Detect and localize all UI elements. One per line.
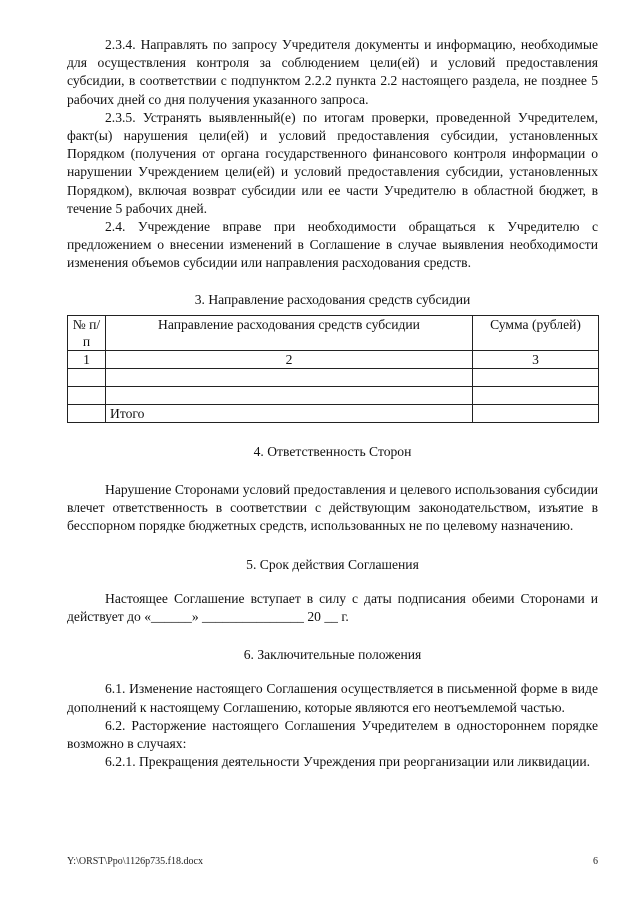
section-5-title: 5. Срок действия Соглашения <box>246 556 419 572</box>
column-number-cell: 1 <box>68 350 106 368</box>
paragraph-2-4: 2.4. Учреждение вправе при необходимости обращаться к Учредителю с предложением о внесении изменений в Соглашение в случае выявления необходимости изменения объемов субсидии или направления расходования средств. <box>67 219 598 271</box>
page-number: 6 <box>593 856 598 867</box>
column-number-cell: 2 <box>106 350 473 368</box>
document-page <box>67 36 598 771</box>
table-row <box>68 368 599 386</box>
section-3-title: 3. Направление расходования средств субсидии <box>194 291 471 307</box>
table-header-row <box>68 315 599 350</box>
table-header-cell: Направление расходования средств субсидии <box>106 315 473 350</box>
table-header-cell: Сумма (рублей) <box>473 315 599 350</box>
table-row <box>68 350 599 368</box>
total-label: Итого <box>106 404 473 422</box>
table-header-cell: № п/п <box>68 315 106 350</box>
page-footer <box>67 856 598 867</box>
table-total-row <box>68 404 599 422</box>
section-4-title: 4. Ответственность Сторон <box>253 443 412 459</box>
paragraph-2-3-5: 2.3.5. Устранять выявленный(е) по итогам проверки, проведенной Учредителем, факт(ы) нарушения цели(ей) и условий предоставления субсидии, установленных Порядком (получения от органа государственного финансового контроля информации о нарушении Учреждением цели(ей) и условий предоставления субсидии, установленных Порядком), включая возврат субсидии или ее части Учредителю в областной бюджет, в течение 5 рабочих дней. <box>67 109 598 216</box>
paragraph-6-2: 6.2. Расторжение настоящего Соглашения Учредителем в одностороннем порядке возможно в случаях: <box>67 717 598 752</box>
paragraph-6-1: 6.1. Изменение настоящего Соглашения осуществляется в письменной форме в виде дополнений к настоящему Соглашению, которые являются его неотъемлемой частью. <box>67 681 598 715</box>
file-path: Y:\ORST\Ppo\1126p735.f18.docx <box>67 856 203 867</box>
section-5-text: Настоящее Соглашение вступает в силу с даты подписания обеими Сторонами и действует до «______» _______________ 20 __ г. <box>67 590 598 625</box>
paragraph-2-3-4: 2.3.4. Направлять по запросу Учредителя документы и информацию, необходимые для осуществления контроля за соблюдением цели(ей) и условий предоставления субсидии, в соответствии с подпунктом 2.2.2 пункта 2.2 настоящего раздела, не позднее 5 рабочих дней со дня получения указанного запроса. <box>67 37 598 107</box>
table-row <box>68 386 599 404</box>
section-6-title: 6. Заключительные положения <box>243 647 422 663</box>
section-4-text: Нарушение Сторонами условий предоставления и целевого использования субсидии влечет ответственность в соответствии с действующим законодательством, изъятие в бесспорном порядке бюджетных средств, использованных не по целевому назначению. <box>67 482 598 534</box>
paragraph-6-2-1: 6.2.1. Прекращения деятельности Учреждения при реорганизации или ликвидации. <box>105 754 591 770</box>
subsidy-expense-table <box>67 315 599 423</box>
column-number-cell: 3 <box>473 350 599 368</box>
